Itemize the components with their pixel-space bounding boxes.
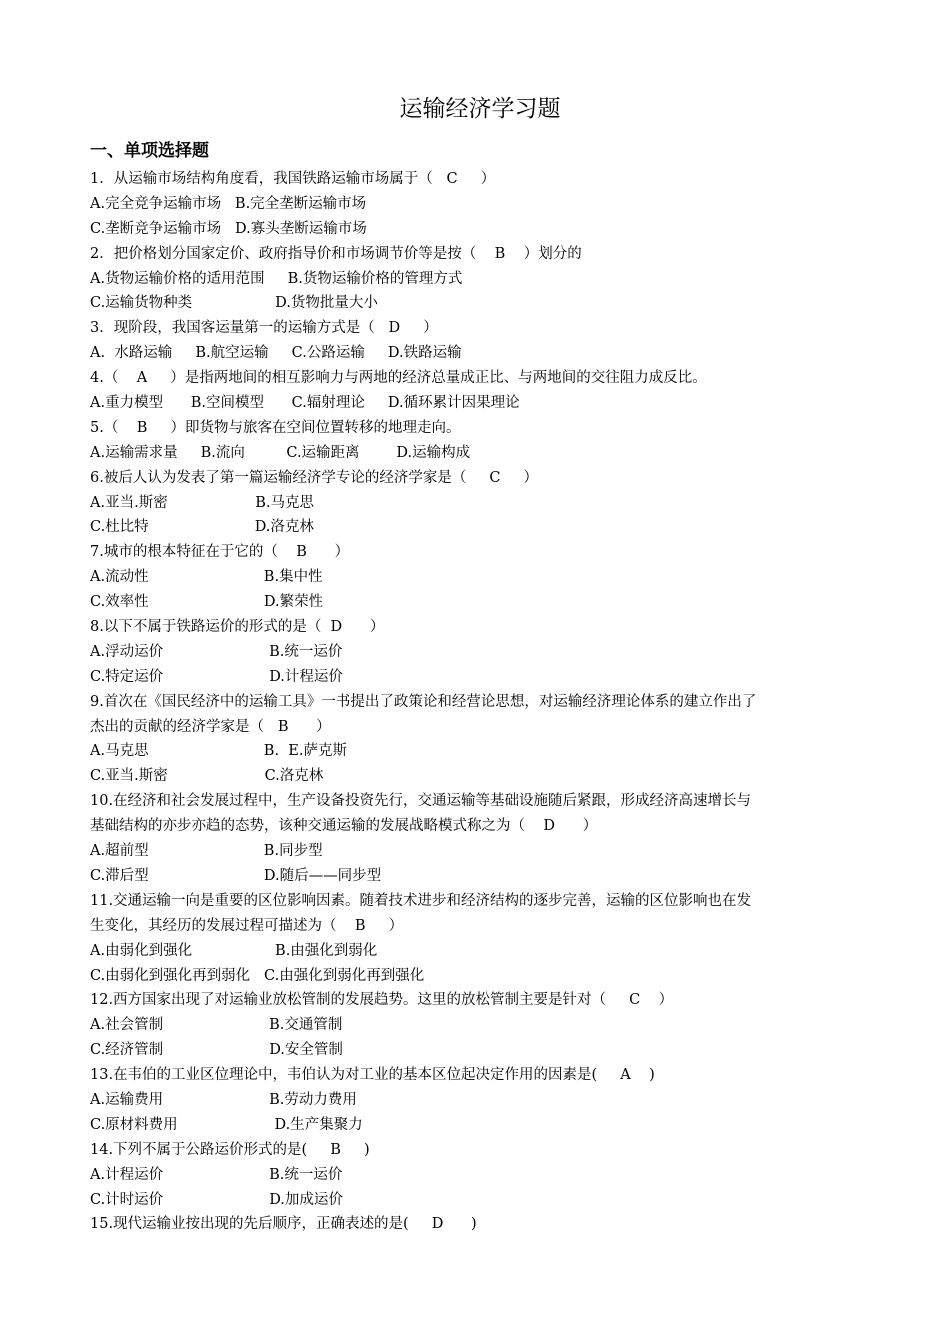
text-line: C.经济管制 D.安全管制 — [90, 1042, 343, 1059]
text-line: 1．从运输市场结构角度看，我国铁路运输市场属于（ C ） — [90, 171, 496, 187]
text-line: C.原材料费用 D.生产集聚力 — [90, 1116, 363, 1133]
text-line: A. 水路运输 B.航空运输 C.公路运输 D.铁路运输 — [90, 345, 462, 362]
text-line: 生变化，其经历的发展过程可描述为（ B ） — [90, 917, 404, 934]
text-line: C.垄断竞争运输市场 D.寡头垄断运输市场 — [90, 220, 367, 237]
text-line: 15.现代运输业按出现的先后顺序，正确表述的是( D ) — [90, 1216, 477, 1233]
text-line: 9.首次在《国民经济中的运输工具》一书提出了政策论和经营论思想，对运输经济理论体系的建立作出了 — [90, 693, 757, 710]
text-line: A.运输需求量 B.流向 C.运输距离 D.运输构成 — [90, 444, 471, 461]
text-line: 11.交通运输一向是重要的区位影响因素。随着技术进步和经济结构的逐步完善，运输的区位影响也在发 — [90, 892, 752, 909]
text-line: C.由弱化到强化再到弱化 C.由强化到弱化再到强化 — [90, 967, 425, 984]
text-line: A.马克思 B. E.萨克斯 — [90, 743, 347, 760]
text-line: A.运输费用 B.劳动力费用 — [90, 1091, 357, 1108]
text-line: 2．把价格划分国家定价、政府指导价和市场调节价等是按（ B ）划分的 — [90, 245, 582, 262]
text-line: 杰出的贡献的经济学家是（ B ） — [90, 718, 331, 735]
text-line: 基础结构的亦步亦趋的态势，该种交通运输的发展战略模式称之为（ D ） — [90, 818, 598, 835]
text-line: A.社会管制 B.交通管制 — [90, 1017, 343, 1034]
text-line: C.特定运价 D.计程运价 — [90, 668, 343, 685]
text-line: 4.（ A ）是指两地间的相互影响力与两地的经济总量成正比、与两地间的交往阻力成反比。 — [90, 370, 707, 387]
text-line: C.亚当.斯密 C.洛克林 — [90, 768, 324, 785]
text-line: A.由弱化到强化 B.由强化到弱化 — [90, 942, 378, 959]
text-line: A.重力模型 B.空间模型 C.辐射理论 D.循环累计因果理论 — [90, 395, 520, 412]
text-line: A.超前型 B.同步型 — [90, 843, 323, 860]
text-line: A.完全竞争运输市场 B.完全垄断运输市场 — [90, 195, 367, 212]
document-title: 运输经济学习题 — [399, 96, 561, 122]
text-line: A.货物运输价格的适用范围 B.货物运输价格的管理方式 — [90, 270, 463, 287]
question-list — [90, 167, 870, 1237]
text-line: A.计程运价 B.统一运价 — [90, 1166, 343, 1183]
text-line: 14.下列不属于公路运价形式的是( B ) — [90, 1141, 370, 1158]
text-line: C.杜比特 D.洛克林 — [90, 519, 314, 536]
text-line: A.流动性 B.集中性 — [90, 569, 323, 586]
text-line: C.运输货物种类 D.货物批量大小 — [90, 295, 378, 312]
text-line: C.计时运价 D.加成运价 — [90, 1191, 343, 1208]
text-line: C.滞后型 D.随后——同步型 — [90, 867, 382, 884]
text-line: 7.城市的根本特征在于它的（ B ） — [90, 544, 350, 561]
text-line: 5.（ B ）即货物与旅客在空间位置转移的地理走向。 — [90, 419, 461, 436]
text-line: C.效率性 D.繁荣性 — [90, 594, 324, 611]
text-line: 13.在韦伯的工业区位理论中，韦伯认为对工业的基本区位起决定作用的因素是( A ) — [90, 1067, 655, 1084]
text-line: 8.以下不属于铁路运价的形式的是（ D ） — [90, 619, 385, 636]
text-line: 12.西方国家出现了对运输业放松管制的发展趋势。这里的放松管制主要是针对（ C ） — [90, 992, 674, 1009]
text-line: 10.在经济和社会发展过程中，生产设备投资先行，交通运输等基础设施随后紧跟，形成经济高速增长与 — [90, 793, 752, 810]
text-line: A.亚当.斯密 B.马克思 — [90, 494, 315, 511]
text-line: A.浮动运价 B.统一运价 — [90, 643, 343, 660]
text-line: 3．现阶段，我国客运量第一的运输方式是（ D ） — [90, 320, 438, 337]
section-heading: 一、单项选择题 — [90, 141, 209, 161]
text-line: 6.被后人认为发表了第一篇运输经济学专论的经济学家是（ C ） — [90, 469, 539, 486]
